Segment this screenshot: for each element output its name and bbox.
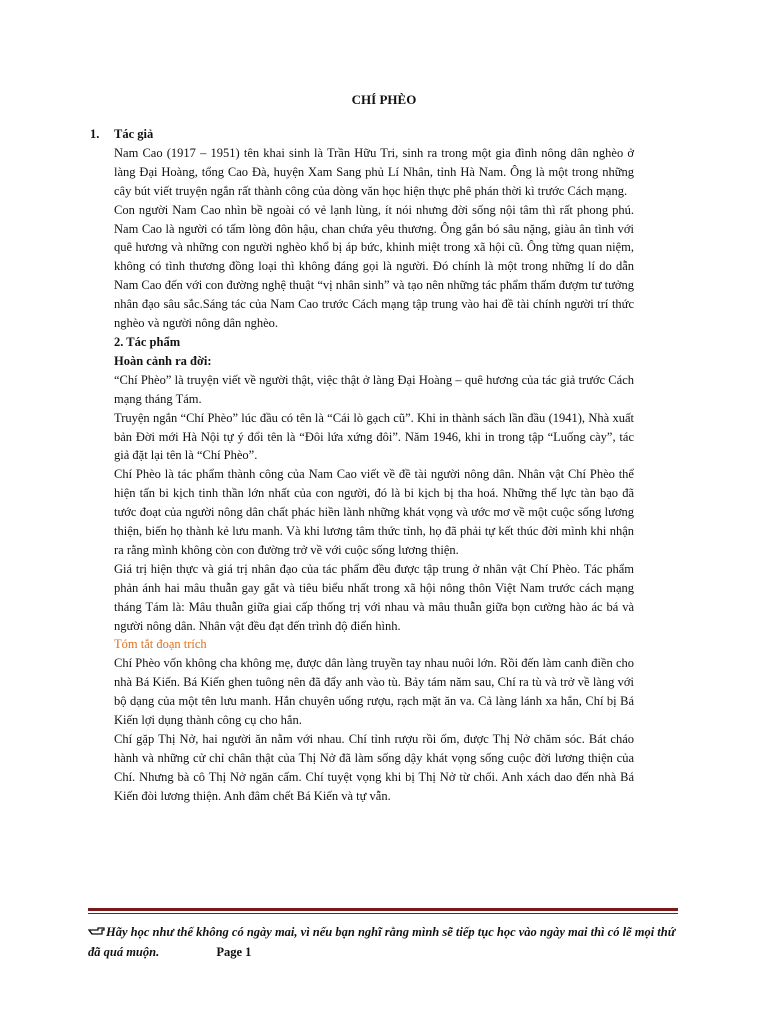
pointing-hand-icon bbox=[88, 923, 106, 935]
section-title: Tác giả bbox=[114, 127, 154, 141]
paragraph: “Chí Phèo” là truyện viết về người thật, việc thật ở làng Đại Hoàng – quê hương của tác giả trước Cách mạng tháng Tám. bbox=[114, 372, 634, 406]
footer-quote: Hãy học như thế không có ngày mai, vì nếu bạn nghĩ rằng mình sẽ tiếp tục học vào ngày mai thì có lẽ mọi thứ đã quá muộn. bbox=[88, 925, 676, 959]
paragraph: Con người Nam Cao nhìn bề ngoài có vẻ lạnh lùng, ít nói nhưng đời sống nội tâm thì rất phong phú. Nam Cao là người có tấm lòng đôn hậu, chan chứa yêu thương. Ông gắn bó sâu nặng, giàu ân tình với quê hương và những con người nghèo khổ bị áp bức, khinh miệt trong xã hội cũ. Ông từng quan niệm, không có tình thương đồng loại thì không đáng gọi là người. Đó chính là một trong những lí do dẫn Nam Cao đến với con đường nghệ thuật “vị nhân sinh” và tạo nên những tác phẩm thấm đượm tư tưởng nhân đạo sâu sắc.Sáng tác của Nam Cao trước Cách mạng tập trung vào hai đề tài chính người trí thức nghèo và người nông dân nghèo. bbox=[114, 202, 634, 331]
paragraph: Truyện ngắn “Chí Phèo” lúc đầu có tên là “Cái lò gạch cũ”. Khi in thành sách lần đầu (1941), Nhà xuất bản Đời mới Hà Nội tự ý đổi tên là “Đôi lứa xứng đôi”. Năm 1946, khi in trong tập “Luống cày”, tác giả đặt lại tên là “Chí Phèo”. bbox=[114, 410, 634, 463]
paragraph: Chí Phèo vốn không cha không mẹ, được dân làng truyền tay nhau nuôi lớn. Rồi đến làm canh điền cho nhà Bá Kiến. Bá Kiến ghen tuông nên đã đẩy anh vào tù. Bảy tám năm sau, Chí ra tù và trở về làng với bộ dạng của một tên lưu manh. Hắn chuyên uống rượu, rạch mặt ăn va. Cả làng lánh xa hắn, Chí bị Bá Kiến lợi dụng thành công cụ cho hắn. bbox=[114, 656, 634, 728]
footer bbox=[88, 922, 678, 962]
paragraph: Chí Phèo là tác phẩm thành công của Nam Cao viết về đề tài người nông dân. Nhân vật Chí Phèo thể hiện tấn bi kịch tinh thần lớn nhất của con người, đó là bi kịch bị tha hoá. Những thế lực tàn bạo đã tước đoạt của người nông dân chất phác hiền lành những khát vọng và ước mơ về một cuộc sống lương thiện, biến họ thành kẻ lưu manh. Và khi lương tâm thức tỉnh, họ đã phải tự kết thúc đời mình khi nhận ra rằng mình không còn con đường trở về với cuộc sống lương thiện. bbox=[114, 467, 634, 557]
section-heading-author bbox=[90, 125, 634, 144]
page-number: Page 1 bbox=[216, 945, 252, 959]
paragraph: Chí gặp Thị Nở, hai người ăn nằm với nhau. Chí tỉnh rượu rồi ốm, được Thị Nở chăm sóc. Bát cháo hành và những cử chỉ chân thật của Thị Nở đã làm sống dậy khát vọng sống cuộc đời lương thiện của Chí. Nhưng bà cô Thị Nở ngăn cấm. Chí tuyệt vọng khi bị Thị Nở từ chối. Anh xách dao đến nhà Bá Kiến đòi lương thiện. Anh đâm chết Bá Kiến và tự vẫn. bbox=[114, 732, 634, 803]
footer-rule bbox=[88, 908, 678, 914]
subheading-summary: Tóm tắt đoạn trích bbox=[114, 637, 207, 652]
paragraph: Nam Cao (1917 – 1951) tên khai sinh là Trần Hữu Tri, sinh ra trong một gia đình nông dân nghèo ở làng Đại Hoàng, tổng Cao Đà, huyện Xam Sang phủ Lí Nhân, tỉnh Hà Nam. Ông là một trong những cây bút viết truyện ngắn rất thành công của dòng văn học hiện thực phê phán thời kì trước Cách mạng. bbox=[114, 145, 634, 198]
section-heading-work: 2. Tác phẩm bbox=[114, 334, 181, 349]
subheading-context: Hoàn cảnh ra đời: bbox=[114, 353, 212, 368]
paragraph: Giá trị hiện thực và giá trị nhân đạo của tác phẩm đều được tập trung ở nhân vật Chí Phèo. Tác phẩm phản ánh hai mâu thuẫn gay gắt và tiêu biểu nhất trong xã hội nông thôn Việt Nam trước cách mạng tháng Tám là: Mâu thuẫn giữa giai cấp thống trị với nhau và mâu thuẫn giữa bọn cường hào ác bá và người nông dân. Nhân vật đều đạt đến trình độ điển hình. bbox=[114, 561, 634, 633]
document-body bbox=[90, 125, 634, 806]
page-title: CHÍ PHÈO bbox=[351, 92, 417, 107]
section-number: 1. bbox=[90, 127, 100, 141]
